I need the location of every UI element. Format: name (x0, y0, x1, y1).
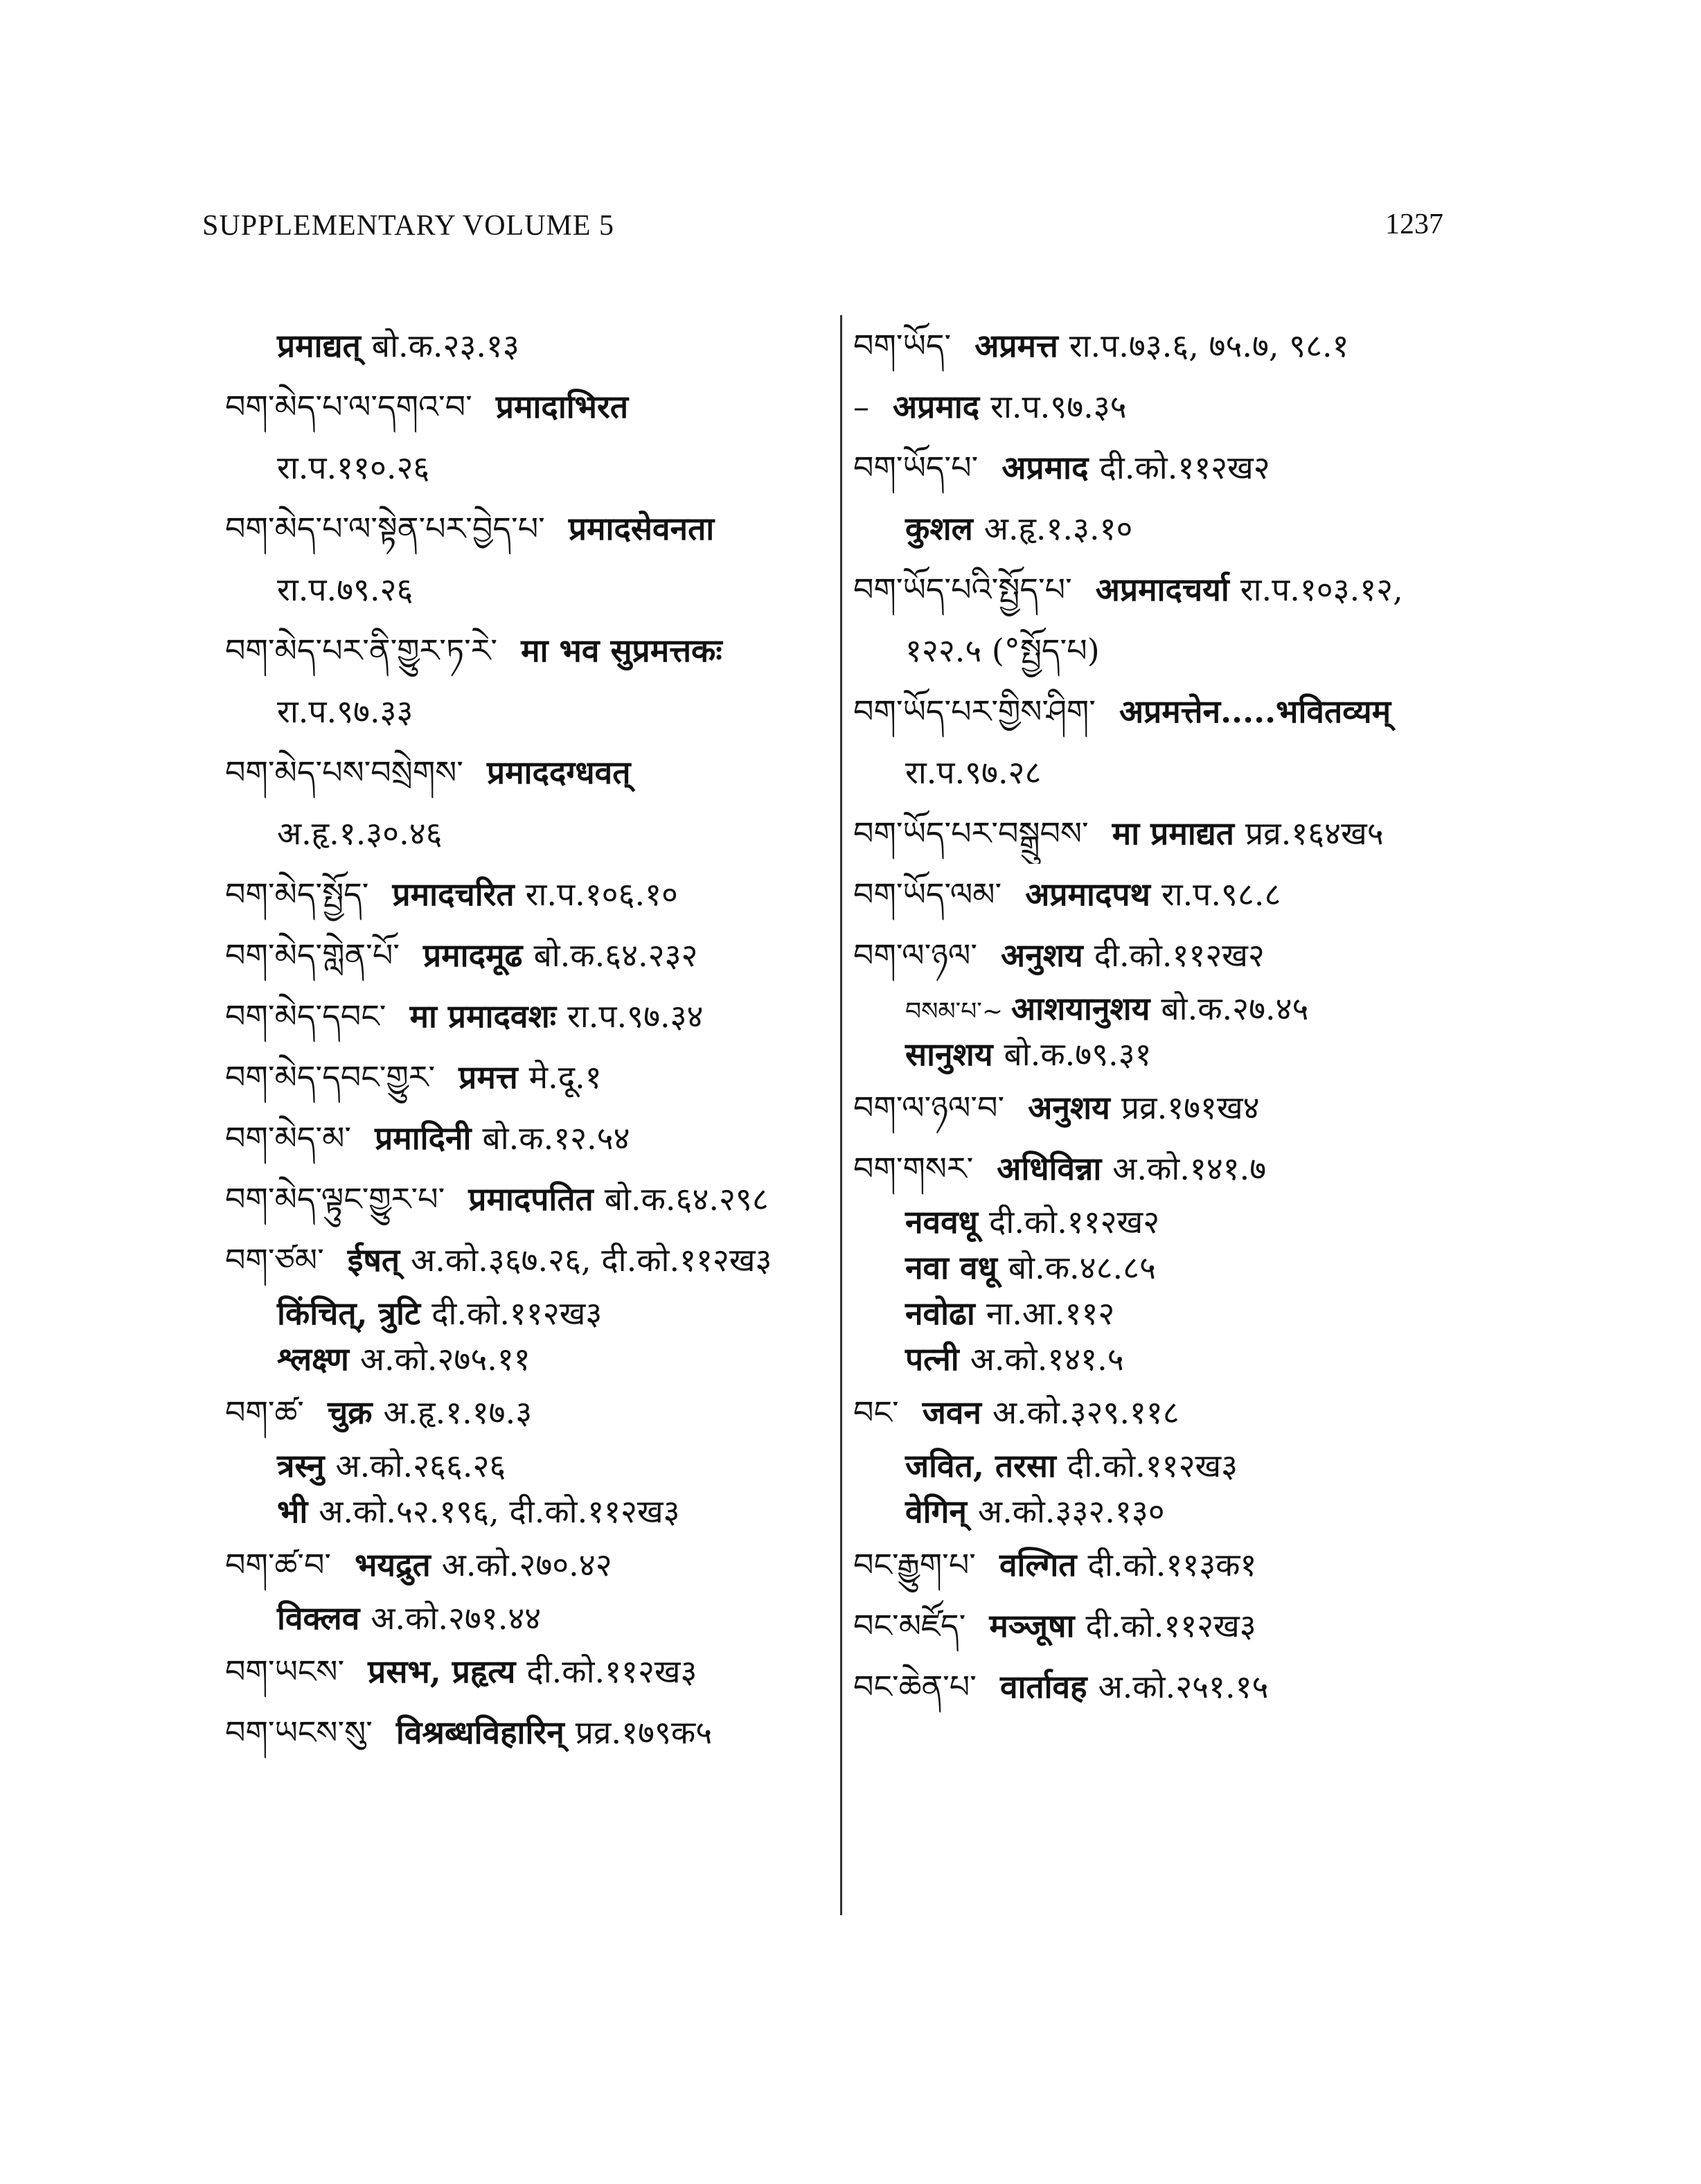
dictionary-entry (225, 803, 925, 864)
dictionary-entry (225, 1443, 925, 1489)
tibetan-headword: བག་ཡོད་པ་ (853, 449, 979, 486)
source-reference: दी.को.११२ख२ (988, 1203, 1160, 1241)
dictionary-entry (853, 1138, 1553, 1199)
sanskrit-equivalent: अप्रमाद (1001, 449, 1089, 486)
dictionary-entry (853, 1077, 1553, 1138)
sanskrit-equivalent: प्रमादिनी (375, 1119, 472, 1157)
sanskrit-equivalent: अनुशय (1028, 1089, 1110, 1126)
dictionary-entry (853, 1443, 1553, 1489)
dictionary-entry (853, 620, 1553, 681)
source-reference: रा.प.७९.२६ (277, 571, 413, 608)
source-reference: दी.को.११३क१ (1087, 1546, 1257, 1583)
source-reference: दी.को.११२ख३ (526, 1653, 697, 1690)
sanskrit-equivalent: प्रसभ, प्रहृत्य (368, 1653, 516, 1690)
source-reference: अ.को.२५१.१५ (1098, 1668, 1269, 1705)
dictionary-entry (225, 559, 925, 620)
source-reference: प्रव्र.१७१ख४ (1121, 1089, 1260, 1126)
sanskrit-equivalent: मा प्रमाद्यत (1112, 815, 1234, 852)
dictionary-entry (225, 376, 925, 437)
dictionary-entry (853, 1534, 1553, 1595)
tibetan-headword: བག་མེད་པས་བསྲེགས་ (225, 754, 463, 791)
source-reference: अ.को.२७१.४४ (371, 1599, 542, 1637)
sanskrit-equivalent: अनुशय (1001, 936, 1083, 974)
dictionary-entry (225, 1229, 925, 1290)
sanskrit-equivalent: अप्रमादपथ (1025, 876, 1150, 913)
source-reference: दी.को.११२ख३ (1085, 1607, 1256, 1644)
sanskrit-equivalent: अप्रमादचर्या (1095, 571, 1229, 608)
tibetan-headword: བག་མེད་པ་ལ་སྟེན་པར་བྱེད་པ་ (225, 510, 545, 547)
source-reference: बो.क.६४.२३२ (533, 936, 698, 974)
tibetan-headword: བང་མཛོད་ (853, 1607, 966, 1644)
sanskrit-equivalent: प्रमादाभिरत (495, 388, 629, 425)
dictionary-entry (225, 742, 925, 803)
source-reference: रा.प.१०३.१२, (1240, 571, 1403, 608)
source-reference: अ.को.१४१.५ (970, 1340, 1124, 1378)
dictionary-entry (853, 925, 1553, 986)
sanskrit-equivalent: अधिविन्ना (997, 1150, 1102, 1187)
sanskrit-equivalent: आशयानुशय (1011, 990, 1150, 1027)
source-reference: रा.प.९७.३३ (277, 693, 413, 730)
tibetan-headword: བག་ཡོད་པར་བསྒྲུབས་ (853, 815, 1089, 852)
source-reference: रा.प.९७.३४ (567, 997, 704, 1035)
sanskrit-equivalent: प्रमाददग्धवत् (486, 754, 631, 791)
sanskrit-equivalent: श्लक्ष्ण (277, 1340, 349, 1378)
sanskrit-equivalent: प्रमत्त (458, 1058, 518, 1096)
dictionary-entry (853, 498, 1553, 559)
source-reference: अ.हृ.१.३.१० (983, 510, 1133, 547)
sanskrit-equivalent: जवित, तरसा (905, 1447, 1056, 1484)
tibetan-headword: བག་མེད་པ་ལ་དགའ་བ་ (225, 388, 472, 425)
source-reference: बो.क.६४.२९८ (604, 1180, 769, 1218)
source-reference: अ.को.१४१.७ (1112, 1150, 1267, 1187)
sanskrit-equivalent: अप्रमत्त (974, 327, 1058, 364)
tibetan-headword: བག་མེད་ལྟུང་གྱུར་པ་ (225, 1180, 445, 1218)
dictionary-entry (225, 1169, 925, 1229)
dictionary-entry (225, 620, 925, 681)
tibetan-headword: བག་ལ་ཉལ་བ་ (853, 1089, 1005, 1126)
dictionary-entry (853, 1290, 1553, 1336)
sanskrit-equivalent: मा प्रमादवशः (409, 997, 557, 1035)
dictionary-entry (853, 559, 1553, 620)
dictionary-entry (853, 1031, 1553, 1077)
sanskrit-equivalent: त्रस्नु (277, 1447, 325, 1484)
dictionary-entry (225, 1702, 925, 1763)
dictionary-entry (853, 864, 1553, 925)
sanskrit-equivalent: प्रमाद्यत् (277, 327, 361, 364)
sanskrit-equivalent: जवन (922, 1394, 981, 1431)
tibetan-headword: བག་གསར་ (853, 1150, 974, 1187)
page-number: 1237 (1385, 208, 1443, 240)
dictionary-entry (853, 986, 1553, 1031)
dictionary-entry (225, 1047, 925, 1108)
sanskrit-equivalent: अप्रमत्तेन.....भवितव्यम् (1119, 693, 1391, 730)
source-reference: अ.को.३३२.१३० (977, 1493, 1165, 1530)
sanskrit-equivalent: नवा वधू (905, 1249, 997, 1286)
source-reference: दी.को.११२ख३ (1067, 1447, 1238, 1484)
source-reference: अ.हृ.१.३०.४६ (277, 815, 443, 852)
tibetan-headword: བག་ཡོད་ལམ་ (853, 876, 1002, 913)
source-reference: बो.क.१२.५४ (482, 1119, 630, 1157)
sanskrit-equivalent: वल्गित (999, 1546, 1077, 1583)
sanskrit-equivalent: किंचित्, त्रुटि (277, 1295, 421, 1332)
tibetan-headword: བག་མེད་གླེན་པོ་ (225, 936, 400, 974)
tibetan-headword: བང་ཆེན་པ་ (853, 1668, 977, 1705)
tibetan-headword: བང་རྒྱུག་པ་ (853, 1546, 976, 1583)
sanskrit-equivalent: प्रमादसेवनता (568, 510, 715, 547)
tibetan-headword: བག་ཚ་ (225, 1394, 304, 1431)
dictionary-entry (225, 1108, 925, 1169)
source-reference: रा.प.७३.६, ७५.७, ९८.१ (1069, 327, 1349, 364)
source-reference: दी.को.११२ख२ (1099, 449, 1270, 486)
dictionary-entry (225, 864, 925, 925)
dictionary-entry (225, 1534, 925, 1595)
tibetan-headword: – (853, 388, 869, 425)
sanskrit-equivalent: मञ्जूषा (989, 1607, 1075, 1644)
tibetan-headword: བག་ཡངས་ (225, 1653, 345, 1690)
sanskrit-equivalent: अप्रमाद (893, 388, 980, 425)
dictionary-entry (853, 1336, 1553, 1382)
dictionary-entry (225, 925, 925, 986)
dictionary-entry (225, 986, 925, 1047)
tibetan-headword: བག་ལ་ཉལ་ (853, 936, 978, 974)
source-reference: १२२.५ (°སྤྱོད་པ) (905, 632, 1100, 669)
source-reference: बो.क.२३.१३ (371, 327, 519, 364)
source-reference: रा.प.९७.२८ (905, 754, 1042, 791)
dictionary-entry (225, 1641, 925, 1702)
dictionary-entry (853, 1656, 1553, 1717)
source-reference: अ.को.२७५.११ (359, 1340, 531, 1378)
dictionary-entry (225, 1382, 925, 1443)
source-reference: अ.को.५२.१९६, दी.को.११२ख३ (319, 1493, 680, 1530)
source-reference: अ.को.३२९.११८ (992, 1394, 1179, 1431)
sanskrit-equivalent: नववधू (905, 1203, 978, 1241)
sanskrit-equivalent: विक्लव (277, 1599, 360, 1637)
dictionary-entry (853, 681, 1553, 742)
dictionary-entry (225, 437, 925, 498)
source-reference: अ.हृ.१.१७.३ (383, 1394, 533, 1431)
tibetan-headword: བག་ཙམ་ (225, 1241, 324, 1279)
dictionary-entry (853, 1489, 1553, 1534)
source-reference: प्रव्र.१६४ख५ (1245, 815, 1384, 852)
dictionary-entry (853, 437, 1553, 498)
dictionary-entry (225, 1336, 925, 1382)
sanskrit-equivalent: प्रमादचरित (392, 876, 515, 913)
sanskrit-equivalent: वेगिन् (905, 1493, 967, 1530)
tibetan-headword: བང་ (853, 1394, 899, 1431)
source-reference: रा.प.९८.८ (1161, 876, 1281, 913)
dictionary-entry (225, 681, 925, 742)
dictionary-entry (225, 315, 925, 376)
dictionary-entry (853, 742, 1553, 803)
sanskrit-equivalent: प्रमादपतित (468, 1180, 594, 1218)
sanskrit-equivalent: पत्नी (905, 1340, 959, 1378)
dictionary-entry (853, 1382, 1553, 1443)
sanskrit-equivalent: कुशल (905, 510, 973, 547)
sanskrit-equivalent: विश्रब्धविहारिन् (395, 1714, 564, 1751)
tibetan-headword: བག་ཡོད་པའི་སྤྱོད་པ་ (853, 571, 1072, 608)
tibetan-headword: བག་མེད་དབང་གྱུར་ (225, 1058, 436, 1096)
sanskrit-equivalent: प्रमादमूढ (423, 936, 523, 974)
source-reference: अ.को.२७०.४२ (441, 1546, 612, 1583)
dictionary-entry (225, 1489, 925, 1534)
sanskrit-equivalent: ईषत् (347, 1241, 400, 1279)
dictionary-entry (853, 1245, 1553, 1290)
dictionary-entry (853, 803, 1553, 864)
tibetan-headword: བག་མེད་པར་ནི་གྱུར་ཏ་རེ་ (225, 632, 498, 669)
tibetan-headword: བག་མེད་སྤྱོད་ (225, 876, 369, 913)
tibetan-headword: བག་ཚ་བ་ (225, 1546, 332, 1583)
column-divider (840, 315, 842, 1915)
source-reference: दी.को.११२ख३ (431, 1295, 603, 1332)
dictionary-entry (853, 376, 1553, 437)
source-reference: दी.को.११२ख२ (1094, 936, 1265, 974)
source-reference: रा.प.९७.३५ (990, 388, 1127, 425)
right-column (853, 315, 1553, 1717)
source-reference: बो.क.४८.८५ (1008, 1249, 1156, 1286)
source-reference: अ.को.३६७.२६, दी.को.११२ख३ (411, 1241, 772, 1279)
running-head: SUPPLEMENTARY VOLUME 5 (202, 210, 615, 242)
source-reference: रा.प.१०६.१० (525, 876, 678, 913)
sanskrit-equivalent: भी (277, 1493, 308, 1530)
tibetan-headword: བག་མེད་མ་ (225, 1119, 352, 1157)
sanskrit-equivalent: भयद्रुत (355, 1546, 431, 1583)
sanskrit-equivalent: चुक्र (327, 1394, 373, 1431)
tibetan-headword: བག་ཡོད་ (853, 327, 952, 364)
sanskrit-equivalent: वार्तावह (999, 1668, 1087, 1705)
left-column (225, 315, 925, 1763)
source-reference: बो.क.२७.४५ (1161, 990, 1309, 1027)
dictionary-entry (853, 1199, 1553, 1245)
source-reference: मे.दू.१ (528, 1058, 602, 1096)
tibetan-headword: བག་ཡོད་པར་གྱིས་ཤིག་ (853, 693, 1096, 730)
dictionary-entry (225, 498, 925, 559)
tibetan-prefix: བསམ་པ་~ (905, 997, 1004, 1026)
dictionary-entry (225, 1290, 925, 1336)
source-reference: बो.क.७९.३१ (1004, 1036, 1152, 1073)
source-reference: ना.आ.११२ (986, 1295, 1115, 1332)
source-reference: रा.प.११०.२६ (277, 449, 430, 486)
tibetan-headword: བག་ཡངས་སུ་ (225, 1714, 373, 1751)
source-reference: अ.को.२६६.२६ (335, 1447, 506, 1484)
sanskrit-equivalent: मा भव सुप्रमत्तकः (521, 632, 722, 669)
dictionary-entry (853, 315, 1553, 376)
tibetan-headword: བག་མེད་དབང་ (225, 997, 386, 1035)
sanskrit-equivalent: सानुशय (905, 1036, 993, 1073)
dictionary-entry (225, 1595, 925, 1641)
source-reference: प्रव्र.१७९क५ (575, 1714, 713, 1751)
dictionary-entry (853, 1595, 1553, 1656)
sanskrit-equivalent: नवोढा (905, 1295, 975, 1332)
